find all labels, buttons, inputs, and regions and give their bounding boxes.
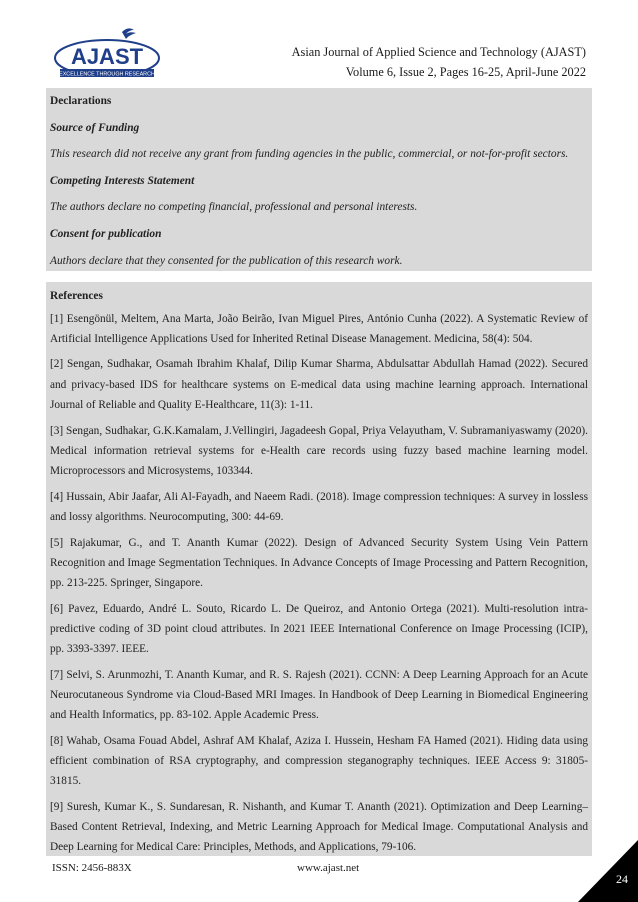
declarations-box (46, 88, 592, 271)
ajast-logo (52, 22, 162, 82)
competing-title: Competing Interests Statement (50, 174, 195, 187)
reference-item: [8] Wahab, Osama Fouad Abdel, Ashraf AM Khalaf, Aziza I. Hussein, Hesham FA Hamed (2021). Hiding data using efficient combination of RSA cryptography, and compression steganography techniques. IEEE Access 9: 31805-31815. (50, 734, 588, 788)
journal-info (292, 42, 586, 82)
reference-item: [1] Esengönül, Meltem, Ana Marta, João Beirão, Ivan Miguel Pires, António Cunha (2022). A Systematic Review of Artificial Intelligence Applications Used for Inherited Retinal Disease Management. Medicina, 58(4): 504. (50, 312, 588, 345)
competing-text: The authors declare no competing financial, professional and personal interests. (50, 201, 418, 214)
reference-item: [6] Pavez, Eduardo, André L. Souto, Ricardo L. De Queiroz, and Antonio Ortega (2021). Multi-resolution intra-predictive coding of 3D point cloud attributes. In 2021 IEEE International Conference on Image Processing (ICIP), pp. 3393-3397. IEEE. (50, 602, 588, 656)
volume-info: Volume 6, Issue 2, Pages 16-25, April-June 2022 (345, 65, 586, 79)
consent-title: Consent for publication (50, 227, 162, 240)
footer-website[interactable]: www.ajast.net (297, 862, 360, 874)
bird-icon (122, 28, 136, 39)
references-title: References (50, 290, 103, 302)
reference-item: [9] Suresh, Kumar K., S. Sundaresan, R. Nishanth, and Kumar T. Ananth (2021). Optimization and Deep Learning–Based Content Retrieval, Indexing, and Metric Learning Approach for Medical Image. Computational Analysis and Deep Learning for Medical Care: Principles, Methods, and Applications, 79-106. (50, 800, 588, 854)
logo-wordmark: AJAST (70, 44, 144, 69)
reference-item: [4] Hussain, Abir Jaafar, Ali Al-Fayadh, and Naeem Radi. (2018). Image compression techniques: A survey in lossless and lossy algorithms. Neurocomputing, 300: 44-69. (50, 490, 588, 523)
reference-item: [5] Rajakumar, G., and T. Ananth Kumar (2022). Design of Advanced Security System Using Vein Pattern Recognition and Image Segmentation Techniques. In Advance Concepts of Image Processing and Pattern Recognition, pp. 213-225. Springer, Singapore. (50, 536, 588, 589)
page-header (0, 0, 638, 88)
consent-text: Authors declare that they consented for the publication of this research work. (50, 254, 403, 267)
page-corner-triangle (578, 840, 638, 902)
reference-item: [7] Selvi, S. Arunmozhi, T. Ananth Kumar, and R. S. Rajesh (2021). CCNN: A Deep Learning Approach for an Acute Neurocutaneous Syndrome via Cloud-Based MRI Images. In Handbook of Deep Learning in Biomedical Engineering and Health Informatics, pp. 83-102. Apple Academic Press. (50, 668, 588, 722)
reference-item: [3] Sengan, Sudhakar, G.K.Kamalam, J.Vellingiri, Jagadeesh Gopal, Priya Velayutham, V. Subramaniyaswamy (2020). Medical information retrieval systems for e-Health care records using fuzzy based machine learning model. Microprocessors and Microsystems, 103344. (50, 424, 588, 477)
funding-title: Source of Funding (50, 121, 140, 134)
page-number: 24 (616, 872, 628, 886)
reference-item: [2] Sengan, Sudhakar, Osamah Ibrahim Khalaf, Dilip Kumar Sharma, Abdulsattar Abdullah Hamad (2022). Secured and privacy-based IDS for healthcare systems on E-medical data using machine learning approach. International Journal of Reliable and Quality E-Healthcare, 11(3): 1-11. (50, 358, 588, 411)
footer-issn: ISSN: 2456-883X (52, 862, 132, 874)
references-box (46, 282, 592, 856)
declarations-title: Declarations (50, 95, 112, 107)
journal-name: Asian Journal of Applied Science and Technology (AJAST) (291, 45, 586, 59)
funding-text: This research did not receive any grant from funding agencies in the public, commercial, or not-for-profit sectors. (50, 148, 569, 161)
logo-tagline: EXCELLENCE THROUGH RESEARCH (59, 71, 155, 78)
